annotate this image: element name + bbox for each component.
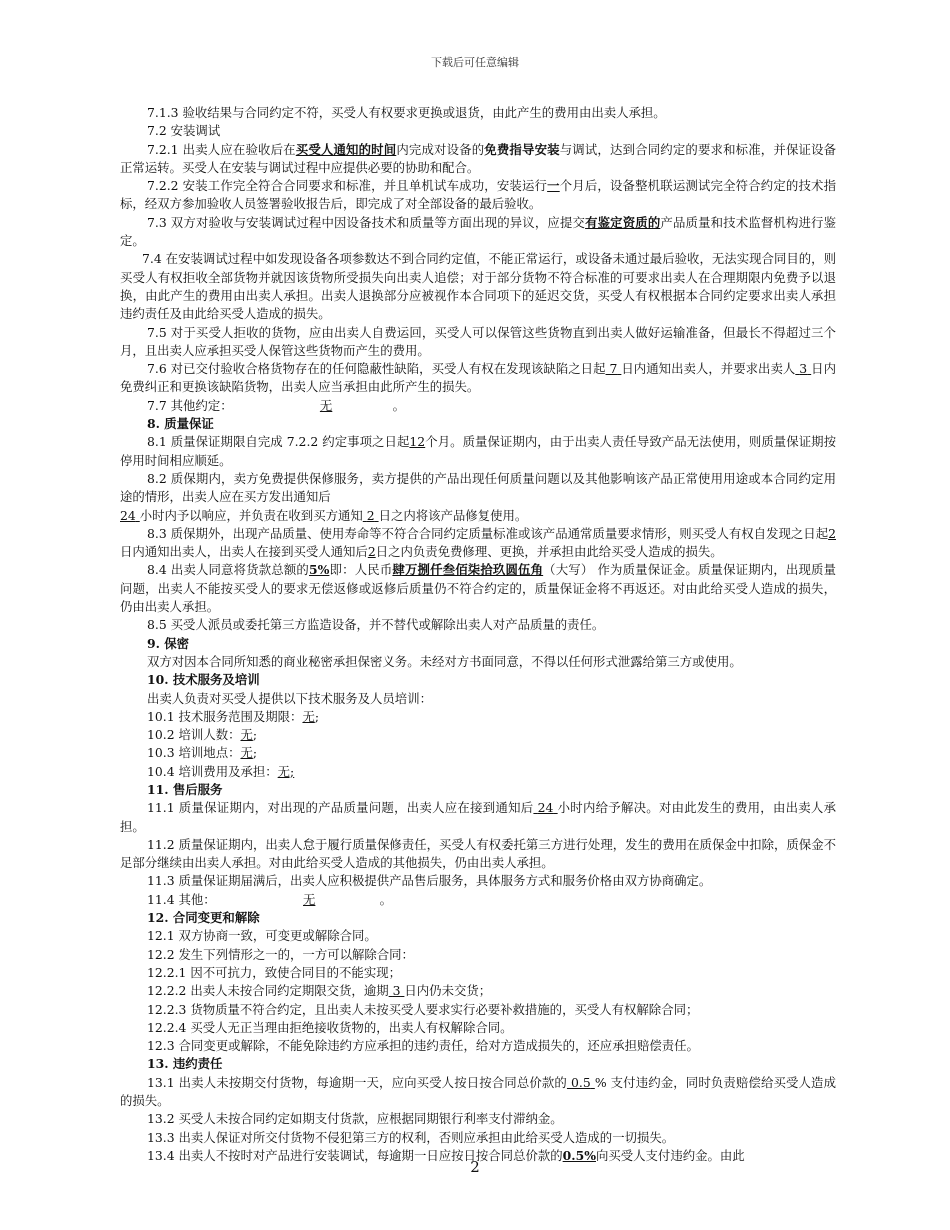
clause-13-2: 13.2 买受人未按合同约定如期支付货款，应根据同期银行利率支付滞纳金。 [147, 1111, 563, 1127]
clause-12-2: 12.2 发生下列情形之一的，一方可以解除合同： [147, 946, 414, 962]
clause-13-3: 13.3 出卖人保证对所交付货物不侵犯第三方的权利，否则应承担由此给买受人造成的一切损失。 [147, 1129, 675, 1145]
section-13-heading: 13. 违约责任 [147, 1056, 223, 1072]
clause-8-5: 8.5 买受人派员或委托第三方监造设备，并不替代或解除出卖人对产品质量的责任。 [147, 617, 605, 633]
clause-11-2: 11.2 质量保证期内，出卖人怠于履行质量保修责任，买受人有权委托第三方进行处理，发生的费用在质保金中扣除，质保金不足部分继续由出卖人承担。对由此给买受人造成的其他损失，仍由出卖人承担。 [120, 836, 836, 871]
section-10-heading: 10. 技术服务及培训 [147, 672, 260, 688]
clause-7-4: 7.4 在安装调试过程中如发现设备各项参数达不到合同约定值，不能正常运行，或设备未通过最后验收，无法实现合同目的，则买受人有权拒收全部货物并就因该货物所受损失向出卖人追偿；对于部分货物不符合标准的可要求出卖人在合理期限内免费予以退换，由此产生的费用由出卖人承担。出卖人退换部分应被视作本合同项下的延迟交货，买受人有权根据本合同约定要求出卖人承担违约责任及由此给买受人造成的损失。 [120, 251, 836, 322]
clause-10-2: 10.2 培训人数：无; [147, 727, 258, 743]
clause-12-1: 12.1 双方协商一致，可变更或解除合同。 [147, 928, 377, 944]
clause-12-3: 12.3 合同变更或解除，不能免除违约方应承担的违约责任，给对方造成损失的，还应承担赔偿责任。 [147, 1038, 699, 1054]
clause-7-5: 7.5 对于买受人拒收的货物，应由出卖人自费运回，买受人可以保管这些货物直到出卖人做好运输准备，但最长不得超过三个月，且出卖人应承担买受人保管这些货物而产生的费用。 [120, 324, 836, 358]
clause-10: 出卖人负责对买受人提供以下技术服务及人员培训： [147, 690, 432, 706]
clause-12-2-1: 12.2.1 因不可抗力，致使合同目的不能实现； [147, 964, 401, 980]
clause-8-3: 8.3 质保期外，出现产品质量、使用寿命等不符合合同约定质量标准或该产品通常质量要求情形，则买受人有权自发现之日起2日内通知出卖人，出卖人在接到买受人通知后2日之内负责免费修理、更换，并承担由此给买受人造成的损失。 [120, 525, 836, 560]
section-8-heading: 8. 质量保证 [147, 416, 214, 432]
clause-12-2-3: 12.2.3 货物质量不符合约定，且出卖人未按买受人要求实行必要补救措施的，买受人有权解除合同； [147, 1001, 699, 1017]
clause-10-1: 10.1 技术服务范围及期限：无; [147, 708, 320, 724]
clause-13-4: 13.4 出卖人不按时对产品进行安装调试，每逾期一日应按日按合同总价款的0.5%向买受人支付违约金。由此 [147, 1147, 745, 1163]
section-11-heading: 11. 售后服务 [147, 781, 223, 797]
clause-9: 双方对因本合同所知悉的商业秘密承担保密义务。未经对方书面同意，不得以任何形式泄露给第三方或使用。 [147, 653, 742, 669]
page-number: 2 [470, 1158, 480, 1176]
clause-11-1: 11.1 质量保证期内，对出现的产品质量问题，出卖人应在接到通知后 24 小时内给予解决。对由此发生的费用，由出卖人承担。 [120, 800, 836, 834]
clause-8-4: 8.4 出卖人同意将货款总额的5%即：人民币肆万捌仟叁佰柒拾玖圆伍角（大写） 作为质量保证金。质量保证期内，出现质量问题，出卖人不能按买受人的要求无偿返修或返修后质量仍不符合约定的，质量保证金将不再返还。对由此给买受人造成的损失，仍由出卖人承担。 [120, 562, 836, 615]
clause-8-2: 8.2 质保期内，卖方免费提供保修服务，卖方提供的产品出现任何质量问题以及其他影响该产品正常使用用途或本合同约定用途的情形，出卖人应在买方发出通知后 24 小时内予以响应，并负责在收到买方通知 2 日之内将该产品修复使用。 [120, 470, 836, 523]
clause-7-2-1: 7.2.1 出卖人应在验收后在买受人通知的时间内完成对设备的免费指导安装与调试，达到合同约定的要求和标准，并保证设备正常运转。买受人在安装与调试过程中应提供必要的协助和配合。 [120, 141, 837, 175]
section-9-heading: 9. 保密 [147, 635, 190, 651]
clause-10-3: 10.3 培训地点：无; [147, 745, 258, 761]
clause-7-7: 7.7 其他约定： 无 。 [147, 397, 405, 413]
clause-11-4: 11.4 其他： 无 。 [147, 891, 393, 907]
clause-12-2-2: 12.2.2 出卖人未按合同约定期限交货，逾期 3 日内仍未交货； [147, 983, 492, 999]
clause-13-1: 13.1 出卖人未按期交付货物，每逾期一天，应向买受人按日按合同总价款的 0.5 % 支付违约金，同时负责赔偿给买受人造成的损失。 [120, 1074, 836, 1109]
contract-body [120, 104, 836, 1165]
clause-12-2-4: 12.2.4 买受人无正当理由拒绝接收货物的，出卖人有权解除合同。 [147, 1019, 513, 1035]
clause-7-2-2: 7.2.2 安装工作完全符合合同要求和标准，并且单机试车成功，安装运行一个月后，设备整机联运测试完全符合约定的技术指标，经双方参加验收人员签署验收报告后，即完成了对全部设备的最后验收。 [120, 178, 837, 212]
clause-8-1: 8.1 质量保证期限自完成 7.2.2 约定事项之日起12个月。质量保证期内，由于出卖人责任导致产品无法使用，则质量保证期按停用时间相应顺延。 [120, 434, 836, 468]
section-12-heading: 12. 合同变更和解除 [147, 910, 260, 926]
clause-11-3: 11.3 质量保证期届满后，出卖人应积极提供产品售后服务，具体服务方式和服务价格由双方协商确定。 [147, 873, 712, 889]
clause-10-4: 10.4 培训费用及承担：无; [147, 763, 295, 779]
clause-7-6: 7.6 对已交付验收合格货物存在的任何隐蔽性缺陷，买受人有权在发现该缺陷之日起 7 日内通知出卖人，并要求出卖人 3 日内免费纠正和更换该缺陷货物，出卖人应当承担由此所产生的损失。 [120, 361, 836, 395]
clause-7-3: 7.3 双方对验收与安装调试过程中因设备技术和质量等方面出现的异议，应提交有鉴定资质的产品质量和技术监督机构进行鉴定。 [120, 214, 836, 249]
clause-7-2: 7.2 安装调试 [147, 123, 221, 139]
page-header: 下载后可任意编辑 [431, 56, 519, 69]
clause-7-1-3: 7.1.3 验收结果与合同约定不符，买受人有权要求更换或退货，由此产生的费用由出卖人承担。 [147, 105, 666, 120]
